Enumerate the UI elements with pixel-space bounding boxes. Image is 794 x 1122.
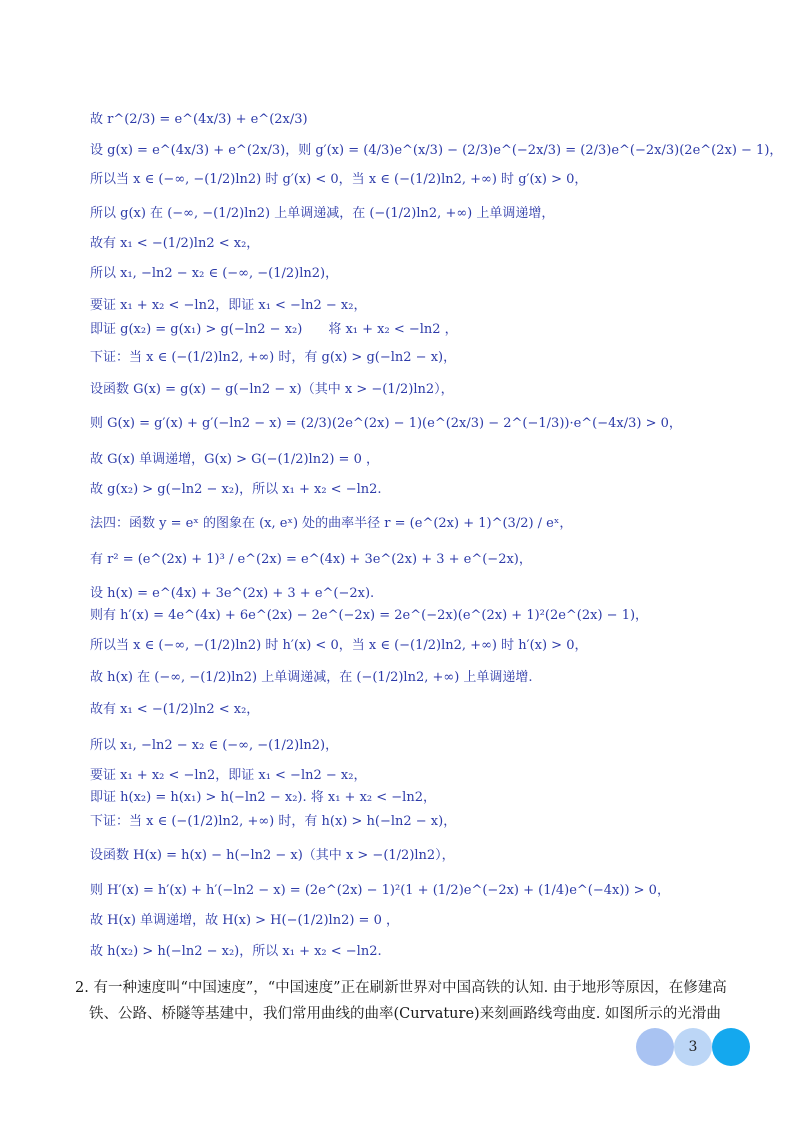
solution-line: 设 g(x) = e^(4x/3) + e^(2x/3)，则 g′(x) = (4/3)e^(x/3) − (2/3)e^(−2x/3) = (2/3)e^(−2x/3)(2e^(2x) − 1)， [90, 143, 783, 158]
solution-line: 故 h(x₂) > h(−ln2 − x₂)，所以 x₁ + x₂ < −ln2. [90, 944, 382, 959]
footer-decor-circle-left [636, 1028, 674, 1066]
solution-line: 即证 h(x₂) = h(x₁) > h(−ln2 − x₂). 将 x₁ + x₂ < −ln2， [90, 790, 436, 805]
solution-line: 故有 x₁ < −(1/2)ln2 < x₂， [90, 702, 260, 717]
solution-line: 所以 x₁, −ln2 − x₂ ∈ (−∞, −(1/2)ln2)， [90, 266, 339, 281]
problem-line-1: 2. 有一种速度叫“中国速度”，“中国速度”正在刷新世界对中国高铁的认知. 由于地形等原因，在修建高 [75, 980, 727, 996]
solution-line: 设函数 G(x) = g(x) − g(−ln2 − x)（其中 x > −(1/2)ln2）， [90, 382, 454, 397]
solution-line: 设函数 H(x) = h(x) − h(−ln2 − x)（其中 x > −(1/2)ln2）， [90, 848, 455, 863]
solution-line: 下证：当 x ∈ (−(1/2)ln2, +∞) 时，有 h(x) > h(−ln2 − x)， [90, 814, 457, 829]
footer-decor-circle-right [712, 1028, 750, 1066]
solution-line: 故 g(x₂) > g(−ln2 − x₂)，所以 x₁ + x₂ < −ln2. [90, 482, 382, 497]
solution-line: 故 H(x) 单调递增，故 H(x) > H(−(1/2)ln2) = 0 ， [90, 913, 399, 928]
solution-line: 要证 x₁ + x₂ < −ln2，即证 x₁ < −ln2 − x₂， [90, 298, 367, 313]
solution-line: 下证：当 x ∈ (−(1/2)ln2, +∞) 时，有 g(x) > g(−ln2 − x)， [90, 350, 457, 365]
solution-line: 则 H′(x) = h′(x) + h′(−ln2 − x) = (2e^(2x) − 1)²(1 + (1/2)e^(−2x) + (1/4)e^(−4x)) > 0， [90, 883, 670, 898]
solution-line: 要证 x₁ + x₂ < −ln2，即证 x₁ < −ln2 − x₂， [90, 768, 367, 783]
solution-line: 故有 x₁ < −(1/2)ln2 < x₂， [90, 236, 260, 251]
solution-line: 所以当 x ∈ (−∞, −(1/2)ln2) 时 h′(x) < 0，当 x ∈ (−(1/2)ln2, +∞) 时 h′(x) > 0， [90, 638, 588, 653]
problem-line-2: 铁、公路、桥隧等基建中，我们常用曲线的曲率(Curvature)来刻画路线弯曲度. 如图所示的光滑曲 [89, 1006, 721, 1022]
solution-line: 所以当 x ∈ (−∞, −(1/2)ln2) 时 g′(x) < 0，当 x ∈ (−(1/2)ln2, +∞) 时 g′(x) > 0， [90, 172, 588, 187]
solution-line: 法四：函数 y = eˣ 的图象在 (x, eˣ) 处的曲率半径 r = (e^(2x) + 1)^(3/2) / eˣ， [90, 516, 573, 531]
solution-line: 则有 h′(x) = 4e^(4x) + 6e^(2x) − 2e^(−2x) = 2e^(−2x)(e^(2x) + 1)²(2e^(2x) − 1)， [90, 608, 649, 623]
page-footer [636, 1028, 752, 1068]
solution-line: 即证 g(x₂) = g(x₁) > g(−ln2 − x₂) 将 x₁ + x₂ < −ln2 ， [90, 322, 458, 337]
solution-line: 故 r^(2/3) = e^(4x/3) + e^(2x/3) [90, 112, 308, 127]
page-number: 3 [674, 1028, 712, 1066]
solution-line: 所以 g(x) 在 (−∞, −(1/2)ln2) 上单调递减，在 (−(1/2)ln2, +∞) 上单调递增， [90, 206, 555, 221]
solution-line: 故 G(x) 单调递增，G(x) > G(−(1/2)ln2) = 0 ， [90, 452, 379, 467]
solution-line: 所以 x₁, −ln2 − x₂ ∈ (−∞, −(1/2)ln2)， [90, 738, 339, 753]
solution-line: 故 h(x) 在 (−∞, −(1/2)ln2) 上单调递减，在 (−(1/2)ln2, +∞) 上单调递增. [90, 670, 533, 685]
solution-line: 设 h(x) = e^(4x) + 3e^(2x) + 3 + e^(−2x). [90, 586, 375, 601]
solution-line: 则 G(x) = g′(x) + g′(−ln2 − x) = (2/3)(2e^(2x) − 1)(e^(2x/3) − 2^(−1/3))·e^(−4x/3) > 0， [90, 416, 682, 431]
solution-line: 有 r² = (e^(2x) + 1)³ / e^(2x) = e^(4x) + 3e^(2x) + 3 + e^(−2x)， [90, 552, 532, 567]
